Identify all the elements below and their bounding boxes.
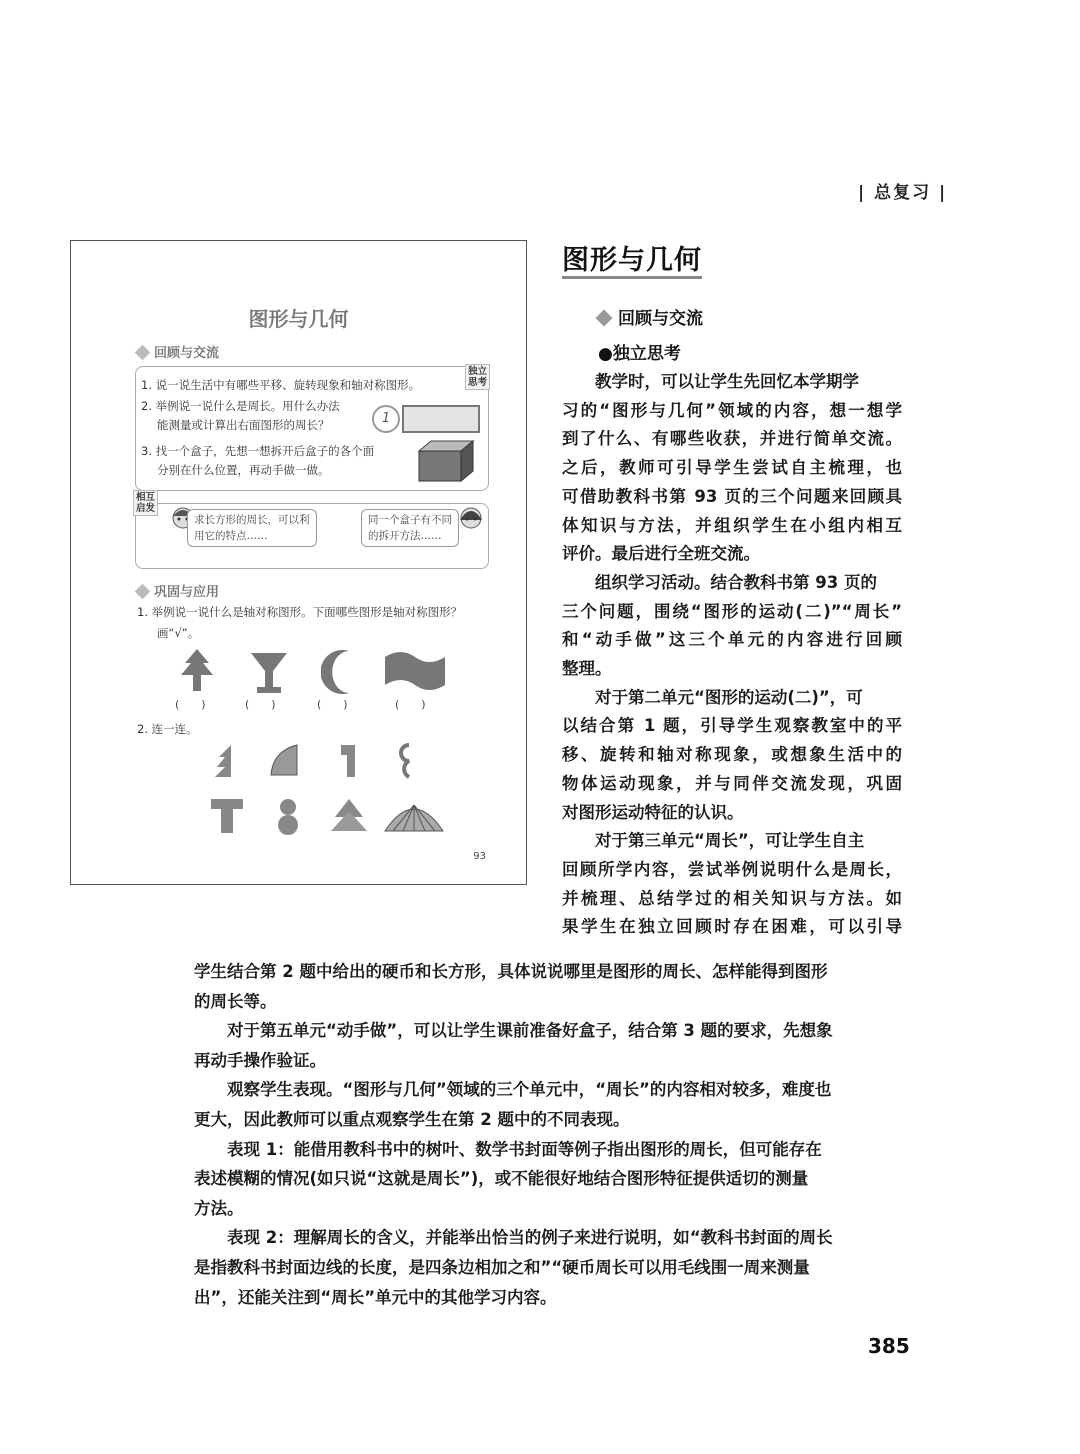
- text-line: 整理。: [562, 659, 612, 679]
- book-q2-line2: 能测量或计算出右面图形的周长？: [157, 418, 330, 432]
- text-line: 和“动手做”这三个单元的内容进行回顾: [562, 630, 902, 650]
- text-line: 的周长等。: [194, 991, 277, 1011]
- sub-heading: ●独立思考: [598, 344, 681, 364]
- box-figure: [415, 439, 475, 483]
- text-line: 观察学生表现。“图形与几何”领域的三个单元中，“周长”的内容相对较多，难度也: [227, 1080, 832, 1100]
- text-line: 更大，因此教师可以重点观察学生在第 2 题中的不同表现。: [194, 1109, 630, 1129]
- answer-paren-2: ( ): [245, 698, 276, 711]
- book-section-review: [137, 342, 219, 361]
- text-line: 移、旋转和轴对称现象，或想象生活中的: [562, 745, 902, 765]
- book-ex2: 2. 连一连。: [137, 722, 198, 736]
- half-mushroom-shape: [337, 743, 359, 779]
- tree-full-shape: [329, 797, 369, 835]
- goblet-shape: [249, 651, 289, 695]
- rectangle-figure: [402, 405, 480, 433]
- section-heading: [598, 304, 703, 329]
- full-width-text: [194, 957, 902, 1312]
- coin-figure: 1: [372, 405, 400, 433]
- text-line: 果学生在独立回顾时存在困难，可以引导: [562, 917, 902, 937]
- text-line: 表现 2：理解周长的含义，并能举出恰当的例子来进行说明，如“教科书封面的周长: [227, 1228, 833, 1248]
- half-tree-shape: [211, 743, 235, 779]
- text-line: 教学时，可以让学生先回忆本学期学: [595, 372, 859, 391]
- book-ex1-line1: 1. 举例说一说什么是轴对称图形。下面哪些图形是轴对称图形？: [137, 605, 463, 619]
- text-line: 表现 1：能借用教科书中的树叶、数学书封面等例子指出图形的周长，但可能存在: [227, 1139, 822, 1159]
- text-line: 并梳理、总结学过的相关知识与方法。如: [562, 888, 902, 908]
- text-line: 表述模糊的情况(如只说“这就是周长”)，或不能很好地结合图形特征提供适切的测量: [194, 1169, 809, 1189]
- title-underline: [562, 276, 702, 279]
- tag-independent-thinking: 独立 思考: [465, 364, 490, 390]
- umbrella-shape: [383, 801, 445, 833]
- text-line: 到了什么、有哪些收获，并进行简单交流。: [562, 429, 902, 449]
- book-q1: 1. 说一说生活中有哪些平移、旋转现象和轴对称图形。: [141, 378, 421, 392]
- answer-paren-3: ( ): [317, 698, 348, 711]
- gourd-shape: [275, 797, 301, 837]
- textbook-page-figure: [70, 240, 527, 885]
- book-q2-line1: 2. 举例说一说什么是周长。用什么办法: [141, 399, 340, 413]
- text-line: 三个问题，围绕“图形的运动(二)”“周长”: [562, 601, 902, 621]
- running-header: | 总复习 |: [858, 183, 948, 203]
- book-title: 图形与几何: [248, 307, 349, 331]
- text-line: 对图形运动特征的认识。: [562, 802, 744, 822]
- bubble-rectangle-perimeter: 求长方形的周长，可以利 用它的特点……: [187, 509, 317, 547]
- flag-shape: [383, 651, 447, 691]
- bubble-box-unfold: 同一个盒子有不同 的拆开方法……: [361, 509, 459, 547]
- half-gourd-shape: [395, 743, 413, 779]
- text-line: 回顾所学内容，尝试举例说明什么是周长，: [562, 859, 902, 879]
- main-title: 图形与几何: [562, 245, 702, 276]
- text-line: 对于第五单元“动手做”，可以让学生课前准备好盒子，结合第 3 题的要求，先想象: [227, 1021, 833, 1041]
- answer-paren-1: ( ): [175, 698, 206, 711]
- text-line: 之后，教师可引导学生尝试自主梳理，也: [562, 458, 902, 478]
- book-q3-line2: 分别在什么位置，再动手做一做。: [157, 463, 330, 477]
- book-section-apply-label: 巩固与应用: [154, 585, 220, 600]
- text-line: 方法。: [194, 1198, 244, 1218]
- mushroom-shape: [209, 797, 245, 835]
- right-column-text: [562, 368, 902, 942]
- text-line: 以结合第 1 题，引导学生观察教室中的平: [562, 716, 902, 736]
- girl-avatar-icon: [457, 504, 485, 534]
- section-heading-label: 回顾与交流: [618, 309, 703, 329]
- text-line: 是指教科书封面边线的长度，是四条边相加之和”“硬币周长可以用毛线围一周来测量: [194, 1257, 810, 1277]
- text-line: 再动手操作验证。: [194, 1050, 326, 1070]
- book-page-number: 93: [473, 851, 486, 862]
- book-q3-line1: 3. 找一个盒子，先想一想拆开后盒子的各个面: [141, 444, 375, 458]
- text-line: 出”，还能关注到“周长”单元中的其他学习内容。: [194, 1287, 557, 1307]
- tree-shape: [177, 647, 217, 695]
- diamond-icon: [596, 310, 613, 327]
- answer-paren-4: ( ): [395, 698, 426, 711]
- text-line: 对于第二单元“图形的运动(二)”，可: [595, 687, 863, 707]
- book-section-apply: [137, 581, 219, 600]
- page-number: 385: [868, 1334, 910, 1358]
- text-line: 习的“图形与几何”领域的内容，想一想学: [562, 400, 902, 420]
- text-line: 组织学习活动。结合教科书第 93 页的: [595, 572, 877, 592]
- tag-mutual-inspiration: 相互 启发: [133, 490, 158, 516]
- text-line: 体知识与方法，并组织学生在小组内相互: [562, 515, 902, 535]
- diamond-icon: [135, 345, 151, 361]
- text-line: 可借助教科书第 93 页的三个问题来回顾具: [562, 486, 902, 506]
- book-ex1-line2: 画“√”。: [157, 626, 200, 640]
- text-line: 对于第三单元“周长”，可让学生自主: [595, 831, 865, 851]
- text-line: 学生结合第 2 题中给出的硬币和长方形，具体说说哪里是图形的周长、怎样能得到图形: [194, 962, 828, 981]
- diamond-icon: [135, 584, 151, 600]
- text-line: 物体运动现象，并与同伴交流发现，巩固: [562, 773, 902, 793]
- crescent-shape: [321, 649, 355, 695]
- book-section-review-label: 回顾与交流: [154, 346, 220, 361]
- half-umbrella-shape: [267, 743, 301, 777]
- text-line: 评价。最后进行全班交流。: [562, 544, 760, 564]
